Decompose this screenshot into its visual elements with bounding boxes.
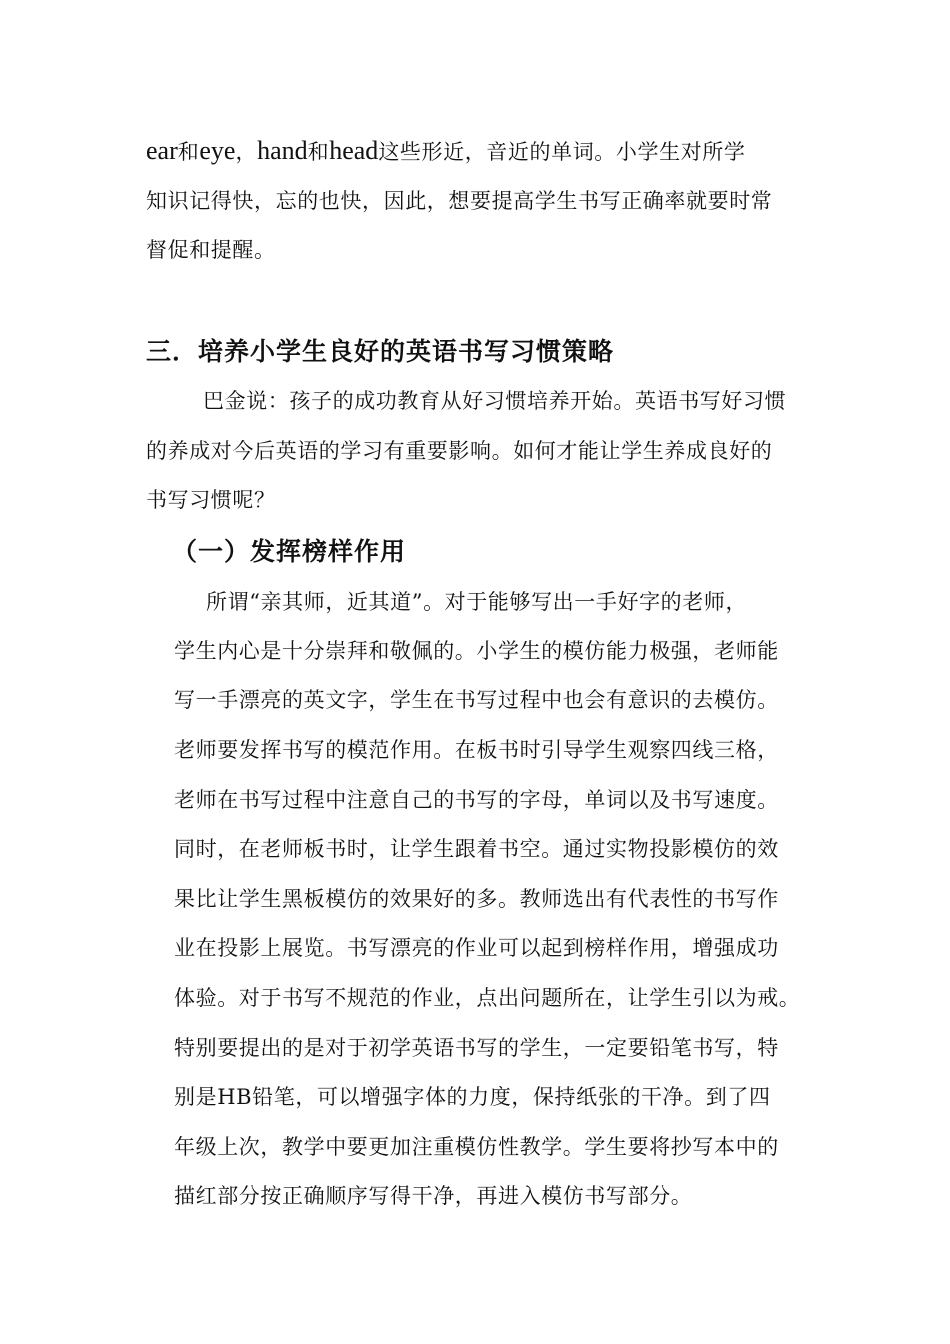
english-word-hand: hand [257, 136, 308, 165]
english-word-eye: eye [199, 136, 236, 165]
body-line-10: 特别要提出的是对于初学英语书写的学生，一定要铅笔书写，特 [174, 1036, 779, 1060]
intro-line-3: 书写习惯呢？ [146, 488, 276, 512]
body-line-7: 果比让学生黑板模仿的效果好的多。教师选出有代表性的书写作 [174, 887, 779, 911]
body-line-6: 同时，在老师板书时，让学生跟着书空。通过实物投影模仿的效 [174, 837, 779, 861]
intro-line-1: 巴金说：孩子的成功教育从好习惯培养开始。英语书写好习惯 [203, 389, 787, 413]
paragraph-line-1 [146, 136, 746, 167]
section-heading: 三．培养小学生良好的英语书写习惯策略 [146, 337, 615, 366]
english-word-head: head [329, 136, 379, 165]
body-line-1: 所谓“亲其师，近其道”。对于能够写出一手好字的老师， [206, 590, 748, 614]
body-line-4: 老师要发挥书写的模范作用。在板书时引导学生观察四线三格， [174, 738, 779, 762]
english-word-ear: ear [146, 136, 178, 165]
body-line-5: 老师在书写过程中注意自己的书写的字母，单词以及书写速度。 [174, 788, 779, 812]
body-line-8: 业在投影上展览。书写漂亮的作业可以起到榜样作用，增强成功 [174, 936, 779, 960]
text-fragment: 和 [307, 140, 330, 164]
text-fragment: 这些形近，音近的单词。小学生对所学 [378, 140, 746, 164]
body-line-2: 学生内心是十分崇拜和敬佩的。小学生的模仿能力极强，老师能 [174, 639, 779, 663]
intro-line-2: 的养成对今后英语的学习有重要影响。如何才能让学生养成良好的 [146, 439, 773, 463]
text-fragment: ， [235, 140, 258, 164]
paragraph-line-2: 知识记得快，忘的也快，因此，想要提高学生书写正确率就要时常 [146, 189, 773, 213]
body-line-12: 年级上次，教学中要更加注重模仿性教学。学生要将抄写本中的 [174, 1135, 779, 1159]
body-line-3: 写一手漂亮的英文字，学生在书写过程中也会有意识的去模仿。 [174, 688, 779, 712]
text-fragment: 和 [177, 140, 200, 164]
paragraph-line-3: 督促和提醒。 [146, 238, 276, 262]
subsection-heading: （一）发挥榜样作用 [172, 537, 407, 566]
body-line-13: 描红部分按正确顺序写得干净，再进入模仿书写部分。 [174, 1184, 693, 1208]
body-line-11: 别是HB铅笔，可以增强字体的力度，保持纸张的干净。到了四 [174, 1085, 771, 1109]
body-line-9: 体验。对于书写不规范的作业，点出问题所在，让学生引以为戒。 [174, 986, 801, 1010]
